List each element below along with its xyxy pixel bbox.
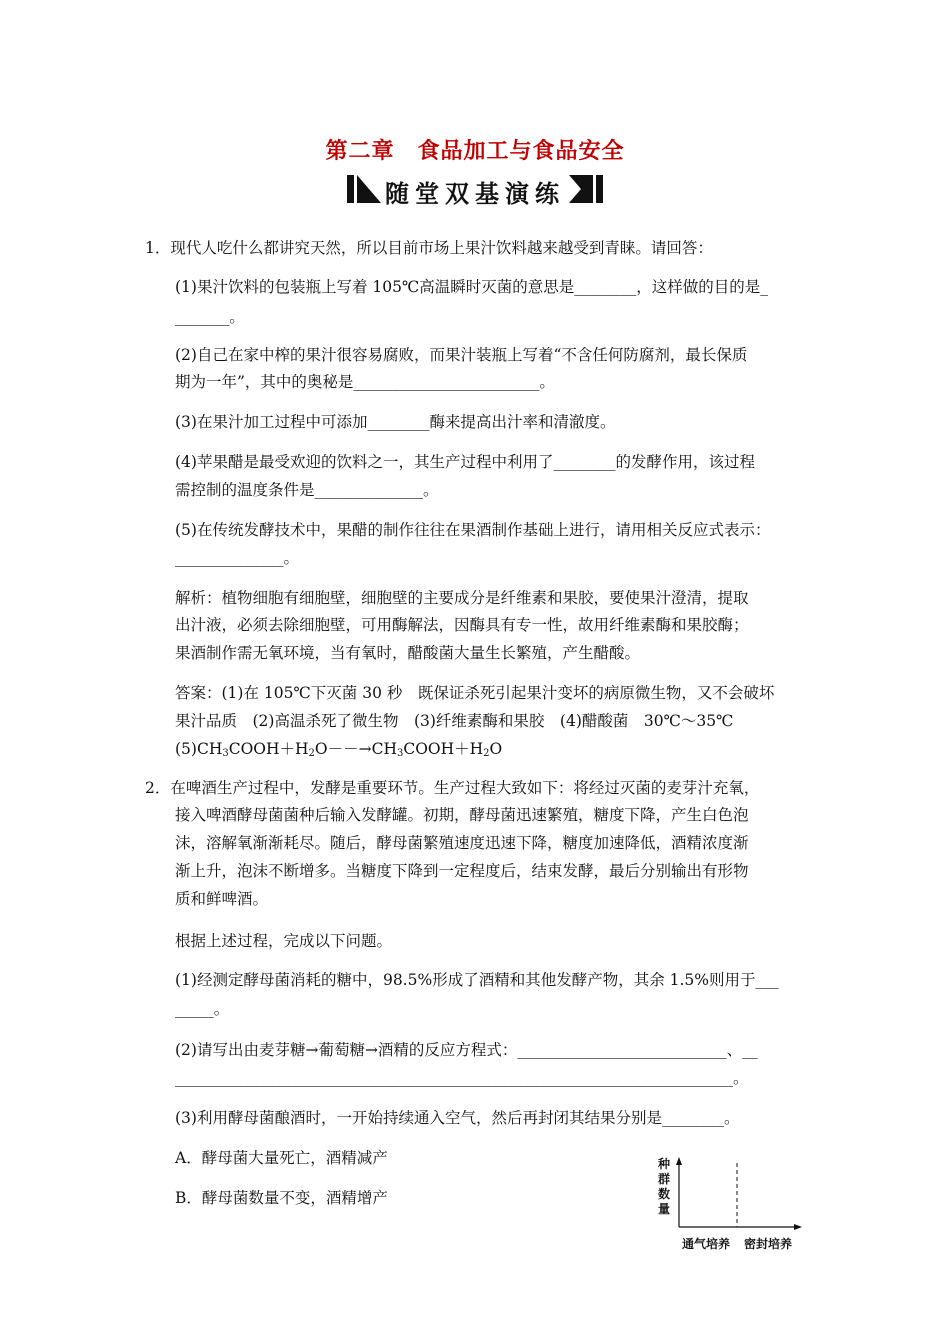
population-graph [650,1155,820,1255]
text-line-q2e: 质和鲜啤酒。 [175,890,269,908]
text-line-q1-1b: _______。 [175,308,245,326]
graph-xlabel-right: 密封培养 [744,1237,793,1251]
eq-sub: 3 [396,748,404,759]
eq-part: O－－→CH [314,740,397,758]
text-line-q1-4b: 需控制的温度条件是______________。 [175,481,439,499]
text-line-q1-5b: ______________。 [175,549,300,567]
eq-part: O [489,740,503,758]
text-line-q2-2b: ________________________________________________________________________。 [175,1069,749,1087]
text-line-q1-5a: (5)在传统发酵技术中，果醋的制作往往在果酒制作基础上进行，请用相关反应式表示： [175,521,771,539]
text-line-q2a: 2．在啤酒生产过程中，发酵是重要环节。生产过程大致如下：将经过灭菌的麦芽汁充氧， [145,779,760,797]
eq-part: (5)CH [175,740,223,758]
eq-sub: 3 [222,748,229,759]
eq-sub: 2 [483,748,490,759]
text-line-q1-2a: (2)自己在家中榨的果汁很容易腐败，而果汁装瓶上写着“不含任何防腐剂，最长保质 [175,346,748,364]
answer-equation [175,739,502,759]
text-line-q2-2a: (2)请写出由麦芽糖→葡萄糖→酒精的反应方程式：___________________________、__ [175,1041,758,1059]
text-line-q2-3: (3)利用酵母菌酿酒时，一开始持续通入空气，然后再封闭其结果分别是________。 [175,1109,740,1127]
text-line-optB: B．酵母菌数量不变，酒精增产 [175,1189,388,1207]
text-line-q1-2b: 期为一年”，其中的奥秘是________________________。 [175,373,555,391]
text-line-ans1b: 果汁品质 (2)高温杀死了微生物 (3)纤维素酶和果胶 (4)醋酸菌 30℃～35℃ [175,712,734,730]
chapter-title: 第二章 食品加工与食品安全 [325,138,625,164]
text-line-q1: 1．现代人吃什么都讲究天然，所以目前市场上果汁饮料越来越受到青睐。请回答： [145,239,713,257]
eq-part: COOH＋H [228,740,309,758]
text-line-an1a: 解析：植物细胞有细胞壁，细胞壁的主要成分是纤维素和果胶，要使果汁澄清，提取 [175,589,749,607]
banner-text: 随堂双基演练 [385,180,565,208]
text-line-q1-1a: (1)果汁饮料的包装瓶上写着 105℃高温瞬时灭菌的意思是________，这样做的目的是_ [175,278,769,296]
text-line-ans1a: 答案：(1)在 105℃下灭菌 30 秒 既保证杀死引起果汁变坏的病原微生物，又不会破坏 [175,684,775,702]
text-line-q2d: 渐上升，泡沫不断增多。当糖度下降到一定程度后，结束发酵，最后分别输出有形物 [175,862,749,880]
eq-sub: 2 [308,748,315,759]
graph-axes-icon [650,1155,820,1255]
text-line-an1c: 果酒制作需无氧环境，当有氧时，醋酸菌大量生长繁殖，产生醋酸。 [175,644,641,662]
text-line-q2c: 沫，溶解氧渐渐耗尽。随后，酵母菌繁殖速度迅速下降，糖度加速降低，酒精浓度渐 [175,834,749,852]
text-line-q1-3: (3)在果汁加工过程中可添加________酶来提高出汁率和清澈度。 [175,413,616,431]
text-line-an1b: 出汁液，必须去除细胞壁，可用酶解法，因酶具有专一性，故用纤维素酶和果胶酶； [175,616,749,634]
text-line-q1-4a: (4)苹果醋是最受欢迎的饮料之一，其生产过程中利用了________的发酵作用，该过程 [175,453,755,471]
graph-ylabel: 种群数量 [658,1157,671,1216]
text-line-q2-1b: _____。 [175,1000,230,1018]
section-banner [345,171,605,207]
eq-part: COOH＋H [403,740,484,758]
text-line-optA: A．酵母菌大量死亡，酒精减产 [175,1149,388,1167]
graph-xlabel-left: 通气培养 [682,1237,731,1251]
text-line-q2-1a: (1)经测定酵母菌消耗的糖中，98.5%形成了酒精和其他发酵产物，其余 1.5%则用于___ [175,971,779,989]
text-line-q2f: 根据上述过程，完成以下问题。 [175,932,393,950]
text-line-q2b: 接入啤酒酵母菌菌种后输入发酵罐。初期，酵母菌迅速繁殖，糖度下降，产生白色泡 [175,806,749,824]
